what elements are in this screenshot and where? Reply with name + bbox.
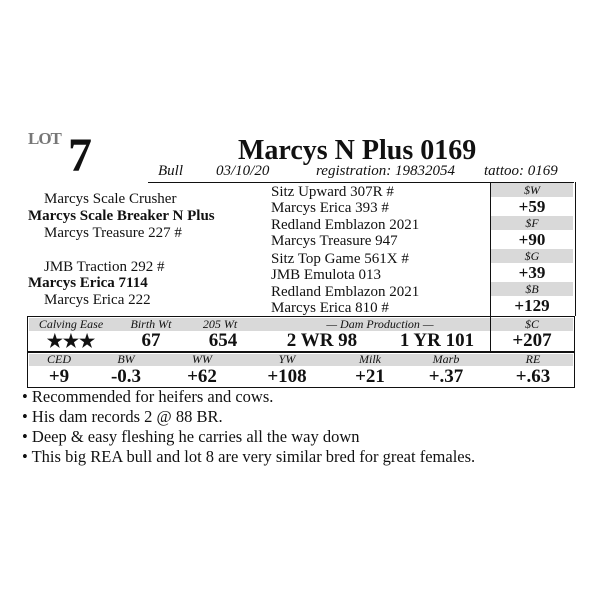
index-b [491, 282, 573, 316]
calving-ease-stars: ★★★ [46, 331, 96, 351]
epd-milk-label: Milk [359, 352, 381, 366]
dam-sire: JMB Traction 292 # [44, 259, 165, 275]
epd-yw-value: +108 [267, 366, 307, 387]
epd-milk-value: +21 [355, 366, 385, 387]
wt205-value: 654 [208, 330, 238, 351]
ped-r2a: Redland Emblazon 2021 [271, 217, 420, 233]
epd-re-value: +.63 [515, 366, 551, 387]
index-w-value: +59 [518, 197, 546, 216]
index-f [491, 216, 573, 250]
index-f-label: $F [491, 216, 573, 230]
lot-number: 7 [68, 129, 92, 182]
note-1: • Recommended for heifers and cows. [22, 387, 274, 406]
dam-production-label: — Dam Production — [326, 317, 434, 331]
index-f-value: +90 [518, 230, 546, 249]
note-3: • Deep & easy fleshing he carries all the way down [22, 427, 360, 446]
sex: Bull [158, 163, 183, 179]
epd-ww-label: WW [192, 352, 212, 366]
dam-production-1: 2 WR 98 [286, 330, 358, 351]
calving-ease-label: Calving Ease [38, 317, 104, 331]
ped-r4b: Marcys Erica 810 # [271, 300, 389, 316]
tattoo: tattoo: 0169 [484, 163, 558, 179]
note-4: • This big REA bull and lot 8 are very similar bred for great females. [22, 447, 476, 466]
epd-ced-label: CED [47, 352, 71, 366]
sire-dam: Marcys Treasure 227 # [44, 225, 182, 241]
sire-sire: Marcys Scale Crusher [44, 191, 177, 207]
dam: Marcys Erica 7114 [28, 275, 148, 291]
index-b-label: $B [491, 282, 573, 296]
note-2: • His dam records 2 @ 88 BR. [22, 407, 223, 426]
epd-marb-label: Marb [432, 352, 460, 366]
dam-dam: Marcys Erica 222 [44, 292, 151, 308]
registration: registration: 19832054 [316, 163, 456, 179]
ped-r2b: Marcys Treasure 947 [271, 233, 398, 249]
index-c-value: +207 [512, 330, 552, 351]
ped-r3a: Sitz Top Game 561X # [271, 251, 409, 267]
index-g [491, 249, 573, 283]
ped-r1a: Sitz Upward 307R # [271, 184, 394, 200]
epd-yw-label: YW [278, 352, 296, 366]
ped-r3b: JMB Emulota 013 [271, 267, 382, 283]
birth-date: 03/10/20 [216, 163, 270, 179]
index-w-label: $W [491, 183, 573, 197]
ped-r1b: Marcys Erica 393 # [271, 200, 389, 216]
index-g-value: +39 [518, 263, 546, 282]
birth-wt-label: Birth Wt [130, 317, 172, 331]
lot-label: LOT [28, 129, 61, 148]
sire: Marcys Scale Breaker N Plus [28, 208, 215, 224]
animal-name: Marcys N Plus 0169 [238, 135, 477, 166]
performance-divider [490, 316, 491, 352]
index-b-value: +129 [514, 296, 550, 315]
index-w [491, 183, 573, 217]
index-c-label: $C [524, 317, 539, 331]
epd-marb-value: +.37 [428, 366, 464, 387]
epd-re-label: RE [525, 352, 541, 366]
index-g-label: $G [491, 249, 573, 263]
epd-ww-value: +62 [187, 366, 217, 387]
epd-bw-label: BW [117, 352, 135, 366]
ped-r4a: Redland Emblazon 2021 [271, 284, 420, 300]
birth-wt-value: 67 [141, 330, 161, 351]
epd-bw-value: -0.3 [110, 366, 142, 387]
dam-production-2: 1 YR 101 [399, 330, 475, 351]
wt205-label: 205 Wt [202, 317, 238, 331]
epd-ced-value: +9 [48, 366, 70, 387]
